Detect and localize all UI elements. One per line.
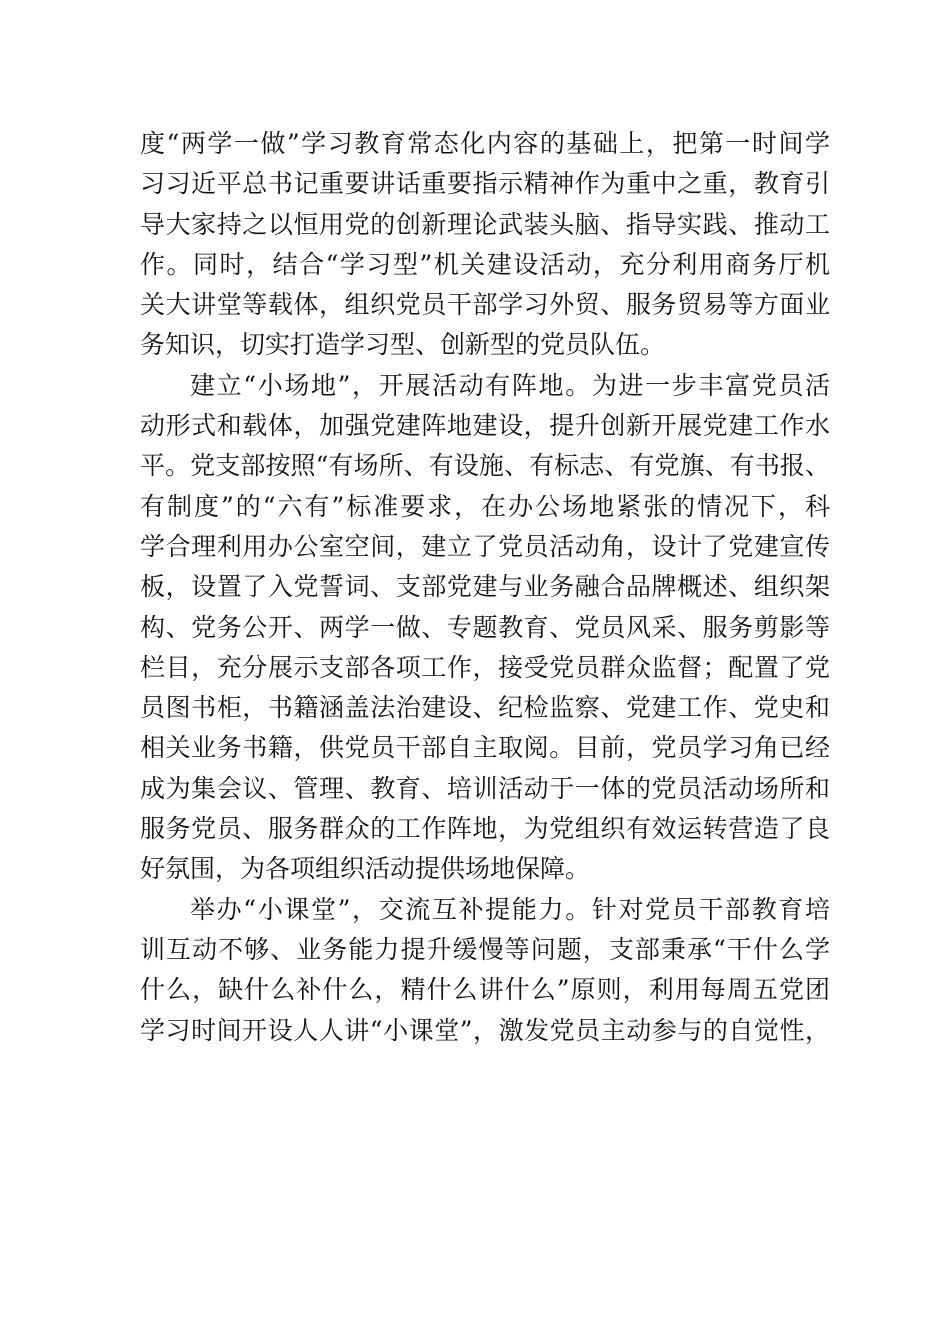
text-line: 有制度”的“六有”标准要求，在办公场地紧张的情况下，科 [140, 491, 830, 521]
text-line: 训互动不够、业务能力提升缓慢等问题，支部秉承“干什么学 [140, 934, 830, 964]
text-line: 度“两学一做”学习教育常态化内容的基础上，把第一时间学 [140, 129, 830, 158]
text-line: 学合理利用办公室空间，建立了党员活动角，设计了党建宣传 [140, 531, 830, 561]
text-line: 员图书柜，书籍涵盖法治建设、纪检监察、党建工作、党史和 [140, 693, 830, 723]
text-line: 务知识，切实打造学习型、创新型的党员队伍。 [140, 330, 666, 360]
text-line: 好氛围，为各项组织活动提供场地保障。 [140, 854, 591, 884]
text-line: 服务党员、服务群众的工作阵地，为党组织有效运转营造了良 [140, 814, 830, 844]
paragraph-first-line: 建立“小场地”，开展活动有阵地。为进一步丰富党员活 [190, 370, 830, 400]
text-line: 关大讲堂等载体，组织党员干部学习外贸、服务贸易等方面业 [140, 290, 830, 320]
text-line: 平。党支部按照“有场所、有设施、有标志、有党旗、有书报、 [140, 451, 830, 481]
text-line: 作。同时，结合“学习型”机关建设活动，充分利用商务厅机 [140, 249, 830, 279]
text-line: 栏目，充分展示支部各项工作，接受党员群众监督；配置了党 [140, 652, 830, 682]
text-line: 习习近平总书记重要讲话重要指示精神作为重中之重，教育引 [140, 169, 830, 199]
text-line: 动形式和载体，加强党建阵地建设，提升创新开展党建工作水 [140, 411, 830, 441]
text-line: 学习时间开设人人讲“小课堂”，激发党员主动参与的自觉性， [140, 1015, 830, 1045]
text-line: 构、党务公开、两学一做、专题教育、党员风采、服务剪影等 [140, 612, 830, 642]
paragraph-first-line: 举办“小课堂”，交流互补提能力。针对党员干部教育培 [190, 894, 830, 924]
document-body [140, 124, 830, 1051]
text-line: 板，设置了入党誓词、支部党建与业务融合品牌概述、组织架 [140, 572, 830, 602]
text-line: 相关业务书籍，供党员干部自主取阅。目前，党员学习角已经 [140, 733, 830, 763]
text-line: 成为集会议、管理、教育、培训活动于一体的党员活动场所和 [140, 773, 830, 803]
text-line: 什么，缺什么补什么，精什么讲什么”原则，利用每周五党团 [140, 975, 830, 1005]
text-line: 导大家持之以恒用党的创新理论武装头脑、指导实践、推动工 [140, 209, 830, 239]
